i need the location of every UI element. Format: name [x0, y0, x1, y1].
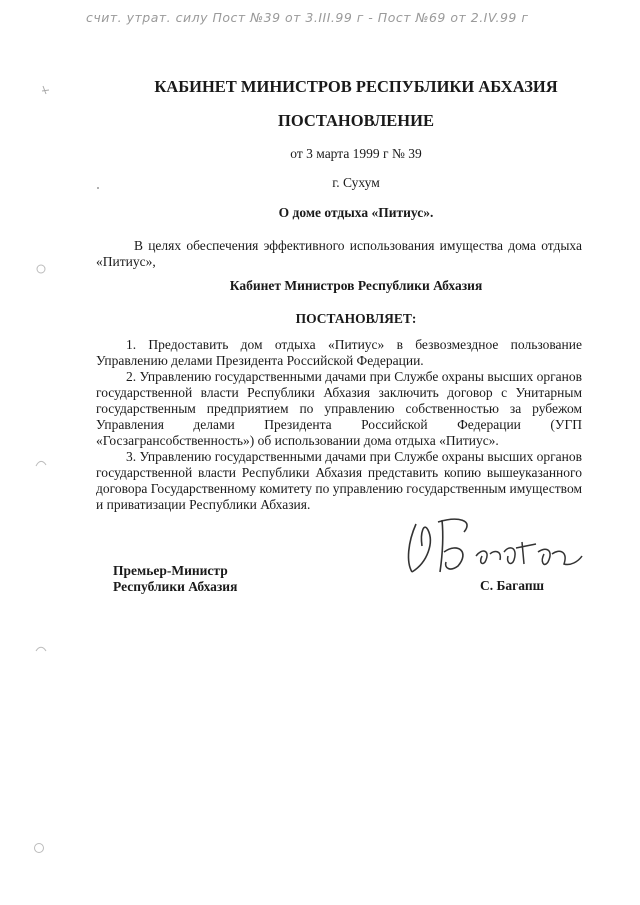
resolution-item-3: 3. Управлению государственными дачами при Службе охраны высших органов государственной власти Республики Абхазия представить копию вышеуказанного договора Государственному комитету по управлению государственным имуществом и приватизации Республики Абхазия.	[96, 449, 582, 512]
intro-paragraph: В целях обеспечения эффективного использования имущества дома отдыха «Питиус»,	[96, 238, 582, 269]
document-type: ПОСТАНОВЛЕНИЕ	[278, 111, 434, 130]
cabinet-line: Кабинет Министров Республики Абхазия	[229, 278, 483, 293]
resolution-item-2: 2. Управлению государственными дачами при Службе охраны высших органов государственной власти Республики Абхазия заключить договор с Унитарным государственным предприятием по управлению собственностью за рубежом Управления делами Президента Российской Федерации (УГП «Госзагрансобственность») об использовании дома отдыха «Питиус».	[96, 369, 582, 448]
margin-mark	[34, 643, 48, 655]
margin-dot	[96, 186, 100, 190]
signatory-name: С. Багапш	[480, 578, 545, 593]
subject-title: О доме отдыха «Питиус».	[278, 205, 434, 220]
signatory-position-line-1: Премьер-Министр	[113, 563, 228, 578]
resolution-items	[96, 337, 582, 513]
signatory-position-line-2: Республики Абхазия	[113, 579, 238, 594]
organization-title: КАБИНЕТ МИНИСТРОВ РЕСПУБЛИКИ АБХАЗИЯ	[154, 77, 558, 96]
handwritten-annotation: счит. утрат. силу Пост №39 от 3.III.99 г - Пост №69 от 2.IV.99 г	[86, 10, 529, 25]
date-and-number: от 3 марта 1999 г № 39	[290, 146, 422, 161]
handwritten-signature	[398, 512, 588, 582]
margin-mark	[34, 262, 48, 276]
resolution-item-1: 1. Предоставить дом отдыха «Питиус» в безвозмездное пользование Управлению делами Президента Российской Федерации.	[96, 337, 582, 368]
margin-mark	[34, 458, 48, 470]
signatory-position	[113, 563, 237, 595]
margin-mark	[32, 840, 46, 856]
resolves-heading: ПОСТАНОВЛЯЕТ:	[295, 311, 417, 326]
city: г. Сухум	[332, 175, 380, 190]
margin-mark	[40, 84, 52, 98]
